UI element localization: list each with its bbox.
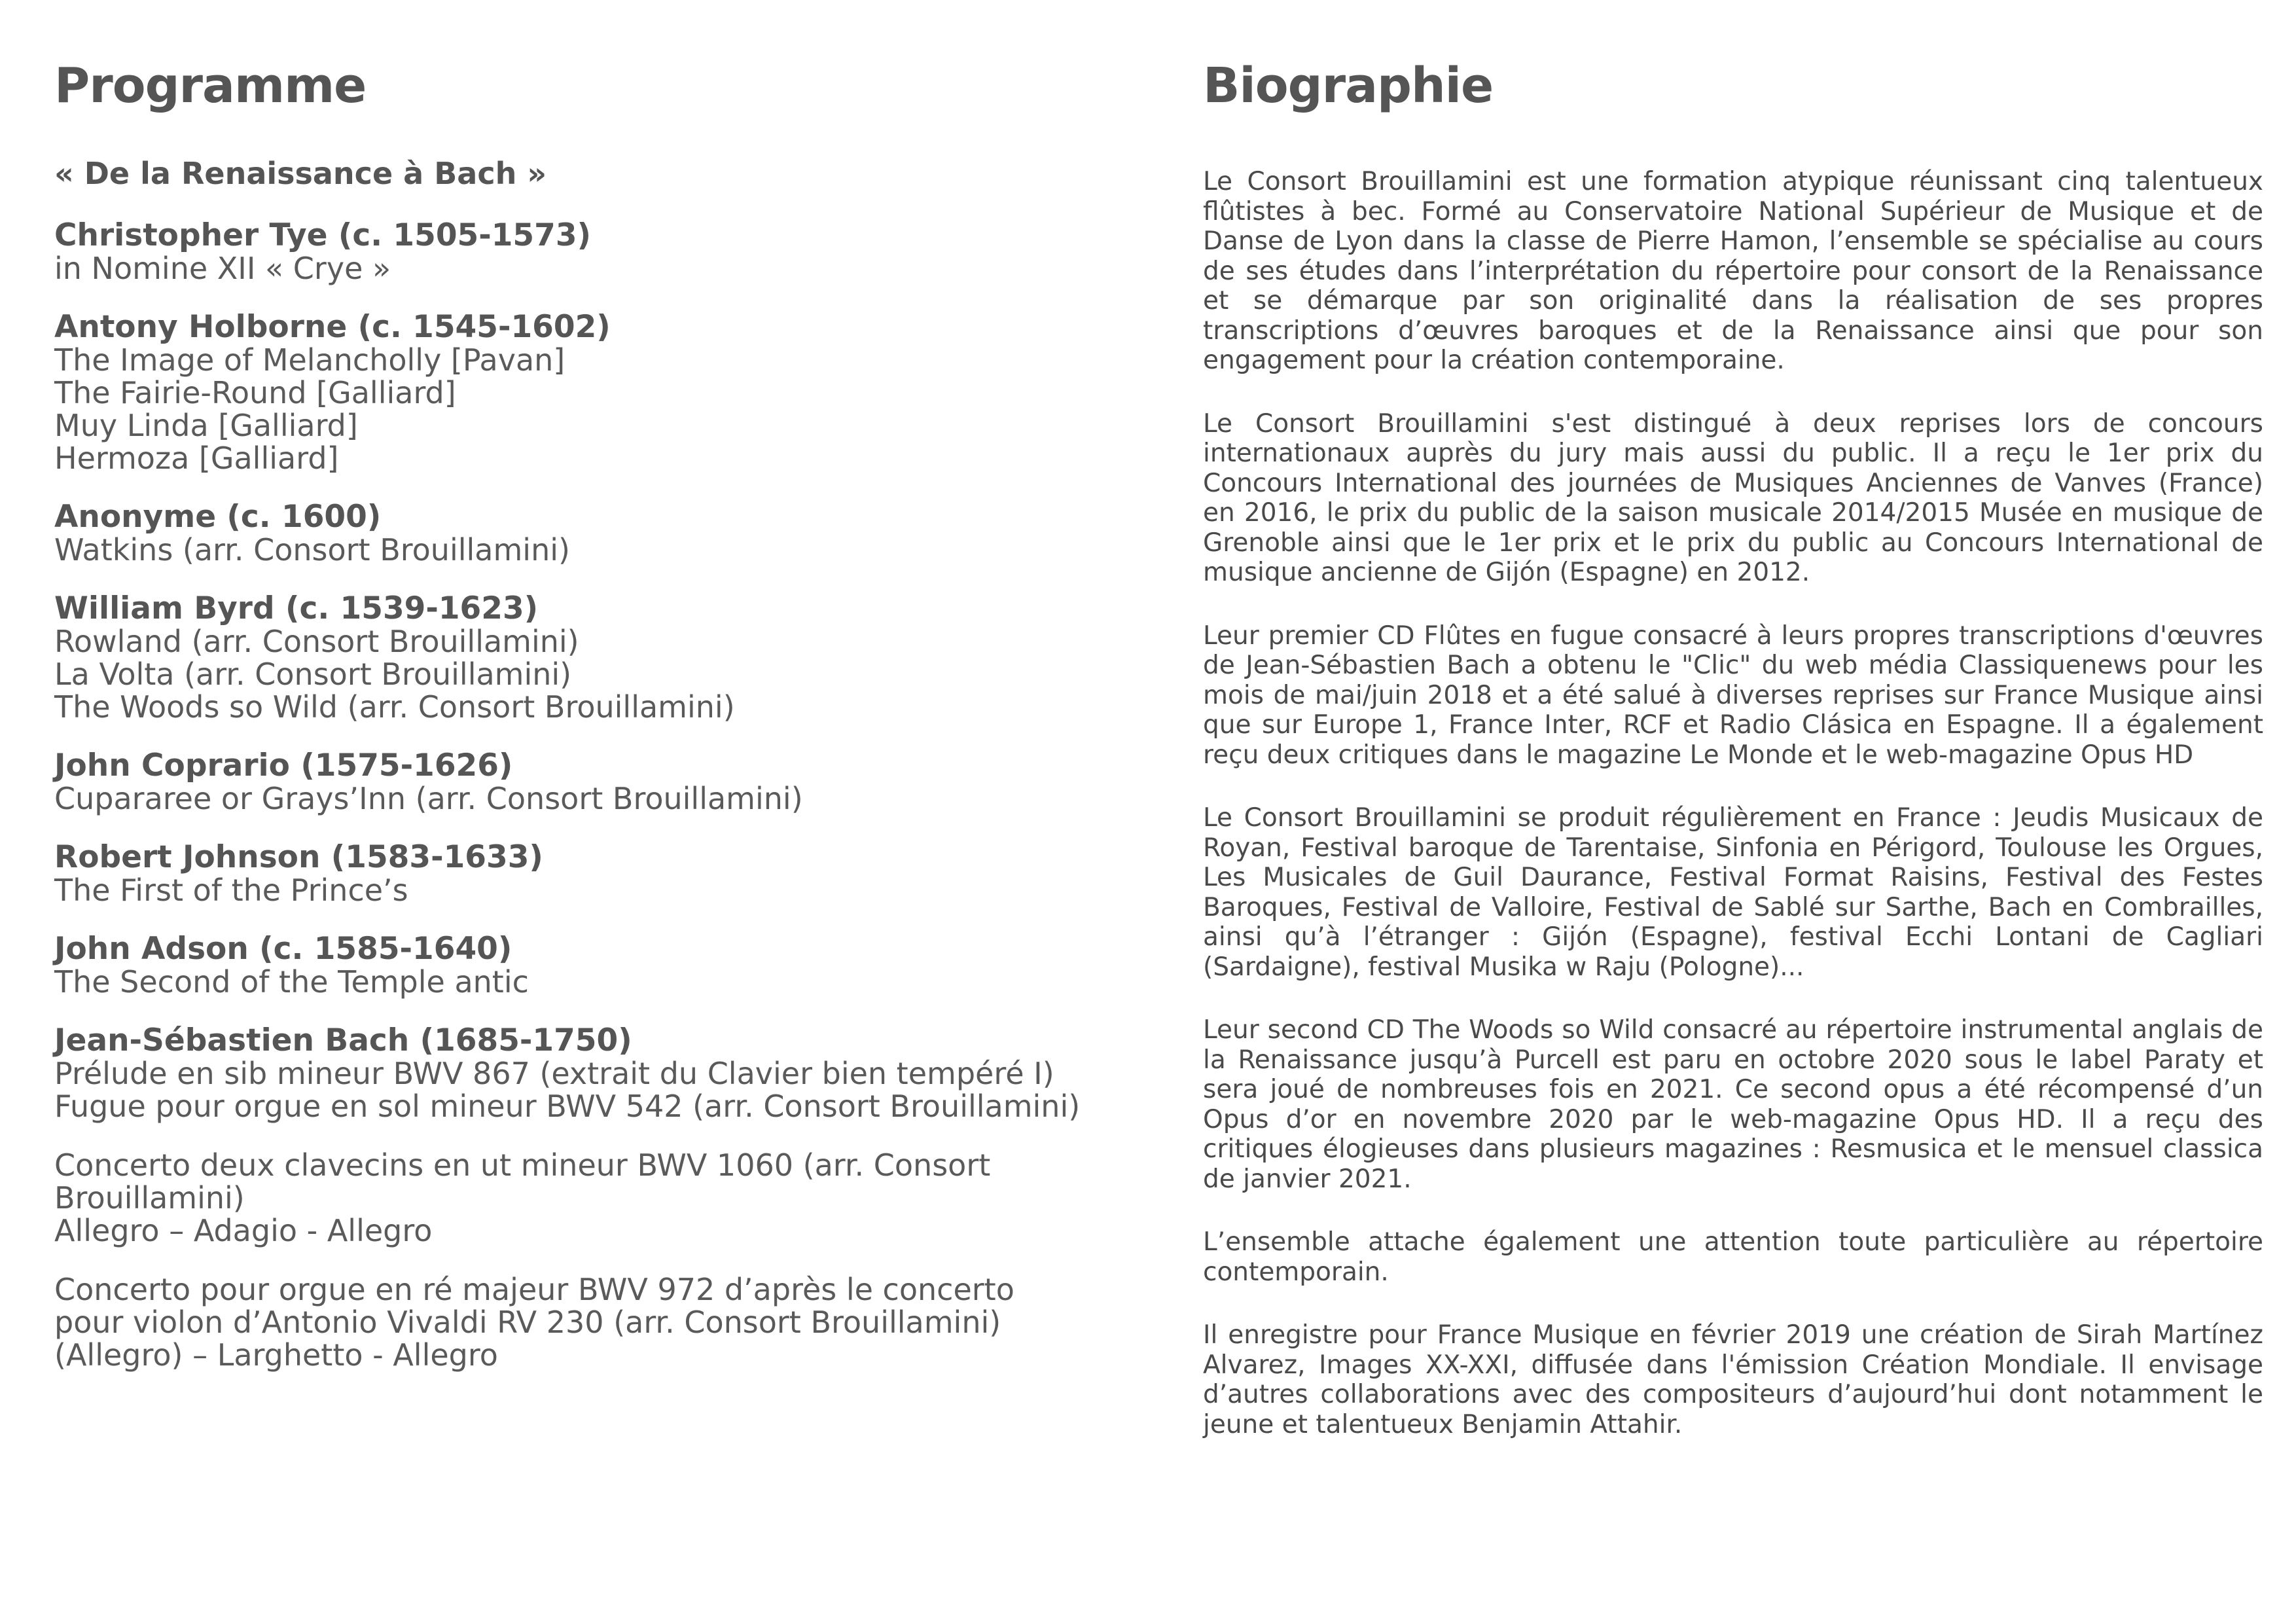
composer-name: Anonyme (c. 1600) — [54, 499, 382, 535]
piece-title: The Second of the Temple antic — [54, 964, 529, 1000]
piece-title: The Image of Melancholly [Pavan] — [54, 342, 565, 378]
piece-title: Watkins (arr. Consort Brouillamini) — [54, 532, 570, 568]
concerto-entry — [54, 1273, 1075, 1371]
program-entry — [54, 501, 1075, 566]
program-entry — [54, 219, 1075, 285]
program-entry — [54, 933, 1075, 998]
composer-name: Jean-Sébastien Bach (1685-1750) — [54, 1022, 632, 1058]
piece-title: Prélude en sib mineur BWV 867 (extrait du Clavier bien tempéré I) — [54, 1056, 1054, 1091]
bio-paragraph: Leur premier CD Flûtes en fugue consacré à leurs propres transcriptions d'œuvres de Jean-Sébastien Bach a obtenu le "Clic" du web média Classiquenews pour les mois de mai/juin 2018 et a été salué à diverses reprises sur France Musique ainsi que sur Europe 1, France Inter, RCF et Radio Clásica en Espagne. Il a également reçu deux critiques dans le magazine Le Monde et le web-magazine Opus HD — [1203, 621, 2263, 770]
bio-paragraph: Le Consort Brouillamini se produit régulièrement en France : Jeudis Musicaux de Royan, Festival baroque de Tarentaise, Sinfonia en Périgord, Toulouse les Orgues, Les Musicales de Guil Daurance, Festival Format Raisins, Festival des Festes Baroques, Festival de Valloire, Festival de Sablé sur Sarthe, Bach en Combrailles, ainsi qu’à l’étranger : Gijón (Espagne), festival Ecchi Lontani de Cagliari (Sardaigne), festival Musika w Raju (Pologne)... — [1203, 803, 2263, 982]
bio-paragraph: Leur second CD The Woods so Wild consacré au répertoire instrumental anglais de la Renaissance jusqu’à Purcell est paru en octobre 2020 sous le label Paraty et sera joué de nombreuses fois en 2021. Ce second opus a été récompensé d’un Opus d’or en novembre 2020 par le web-magazine Opus HD. Il a reçu des critiques élogieuses dans plusieurs magazines : Resmusica et le mensuel classica de janvier 2021. — [1203, 1015, 2263, 1194]
programme-title: Programme — [54, 58, 367, 114]
piece-title: La Volta (arr. Consort Brouillamini) — [54, 657, 572, 692]
program-entry — [54, 311, 1075, 475]
composer-name: Antony Holborne (c. 1545-1602) — [54, 309, 611, 345]
composer-name: Christopher Tye (c. 1505-1573) — [54, 217, 592, 253]
bio-paragraph: Le Consort Brouillamini est une formation atypique réunissant cinq talentueux flûtistes à bec. Formé au Conservatoire National Supérieur de Musique et de Danse de Lyon dans la classe de Pierre Hamon, l’ensemble se spécialise au cours de ses études dans l’interprétation du répertoire pour consort de la Renaissance et se démarque par son originalité dans la réalisation de ses propres transcriptions d’œuvres baroques et de la Renaissance ainsi que pour son engagement pour la création contemporaine. — [1203, 167, 2263, 375]
composer-name: William Byrd (c. 1539-1623) — [54, 590, 539, 626]
bio-paragraph: Le Consort Brouillamini s'est distingué à deux reprises lors de concours internationaux auprès du jury mais aussi du public. Il a reçu le 1er prix du Concours International des journées de Musiques Anciennes de Vanves (France) en 2016, le prix du public de la saison musicale 2014/2015 Musée en musique de Grenoble ainsi que le 1er prix et le prix du public au Concours International de musique ancienne de Gijón (Espagne) en 2012. — [1203, 408, 2263, 587]
piece-title: Hermoza [Galliard] — [54, 441, 339, 476]
concerto-movements: (Allegro) – Larghetto - Allegro — [54, 1337, 498, 1373]
concerto-description: Concerto deux clavecins en ut mineur BWV 1060 (arr. Consort Brouillamini) — [54, 1147, 991, 1216]
concerto-description: Concerto pour orgue en ré majeur BWV 972 d’après le concerto pour violon d’Antonio Vivaldi RV 230 (arr. Consort Brouillamini) — [54, 1272, 1014, 1340]
concerto-entry — [54, 1149, 1075, 1247]
biographie-text — [1203, 167, 2263, 1473]
program-entry — [54, 749, 1075, 815]
piece-title: Muy Linda [Galliard] — [54, 408, 358, 443]
piece-title: The Fairie-Round [Galliard] — [54, 375, 456, 410]
piece-title: The First of the Prince’s — [54, 873, 408, 908]
piece-title: The Woods so Wild (arr. Consort Brouillamini) — [54, 689, 735, 725]
programme-list — [54, 154, 1081, 1398]
piece-title: in Nomine XII « Crye » — [54, 251, 391, 286]
concerto-movements: Allegro – Adagio - Allegro — [54, 1213, 433, 1248]
program-entry — [54, 1022, 1081, 1124]
piece-title: Rowland (arr. Consort Brouillamini) — [54, 624, 579, 659]
bio-paragraph: L’ensemble attache également une attention toute particulière au répertoire contemporain. — [1203, 1227, 2263, 1287]
composer-name: Robert Johnson (1583-1633) — [54, 839, 543, 875]
biographie-title: Biographie — [1203, 58, 1494, 114]
bio-paragraph: Il enregistre pour France Musique en février 2019 une création de Sirah Martínez Alvarez, Images XX-XXI, diffusée dans l'émission Création Mondiale. Il envisage d’autres collaborations avec des compositeurs d’aujourd’hui dont notamment le jeune et talentueux Benjamin Attahir. — [1203, 1320, 2263, 1439]
program-entry — [54, 841, 1075, 907]
composer-name: John Adson (c. 1585-1640) — [54, 931, 512, 967]
piece-title: Fugue pour orgue en sol mineur BWV 542 (arr. Consort Brouillamini) — [54, 1089, 1081, 1124]
piece-title: Cupararee or Grays’Inn (arr. Consort Brouillamini) — [54, 781, 803, 816]
programme-subtitle: « De la Renaissance à Bach » — [54, 156, 547, 191]
program-entry — [54, 592, 1075, 723]
composer-name: John Coprario (1575-1626) — [54, 748, 513, 784]
